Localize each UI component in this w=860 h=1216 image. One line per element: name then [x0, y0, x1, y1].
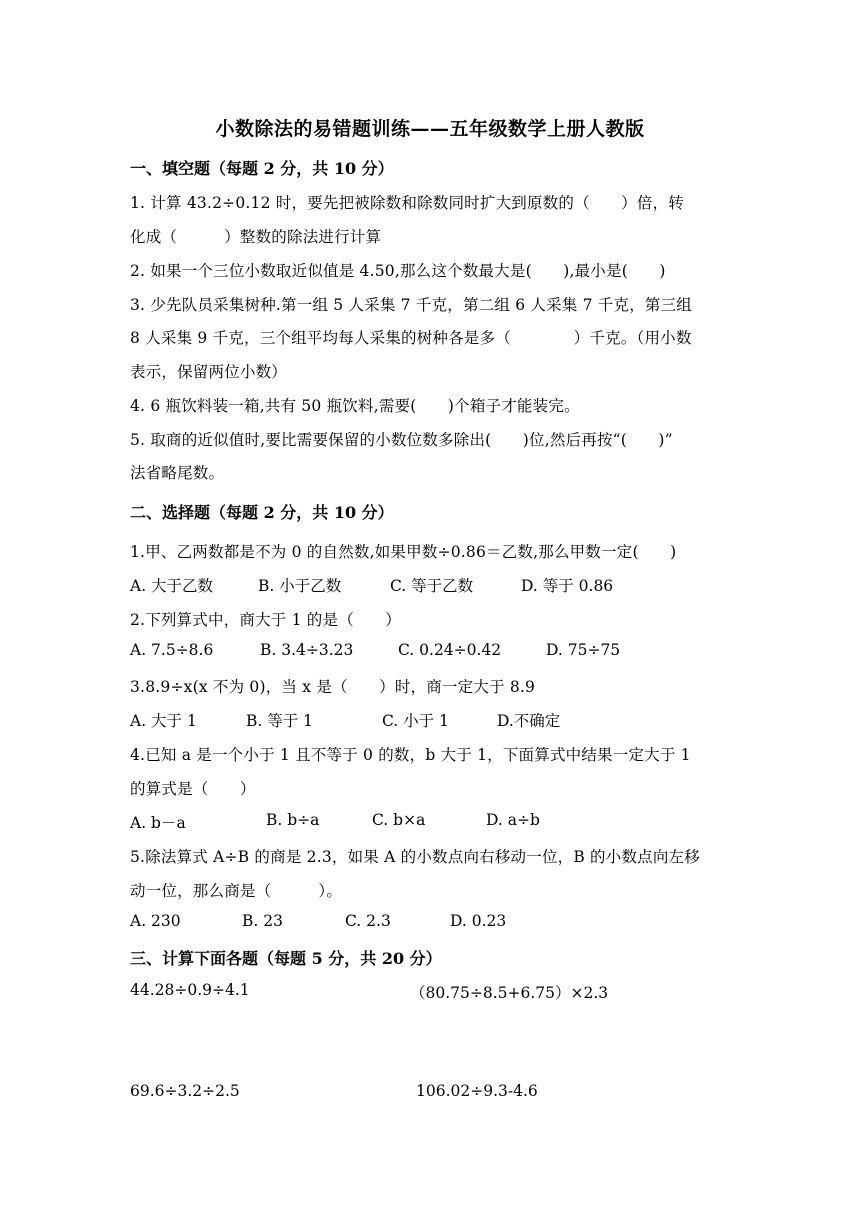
question-line: 化成（ ）整数的除法进行计算: [130, 228, 382, 246]
calculation-problem: 106.02÷9.3-4.6: [416, 1082, 538, 1100]
option-a: A. b－a: [130, 814, 186, 832]
question-line: 5.除法算式 A÷B 的商是 2.3，如果 A 的小数点向右移动一位，B 的小数点向左移: [130, 848, 700, 866]
question-line: 3. 少先队员采集树种.第一组 5 人采集 7 千克，第二组 6 人采集 7 千克，第三组: [130, 296, 693, 314]
calculation-problem: 69.6÷3.2÷2.5: [130, 1082, 240, 1100]
option-d: D.不确定: [497, 712, 561, 730]
question-line: 4.已知 a 是一个小于 1 且不等于 0 的数，b 大于 1，下面算式中结果一定大于 1: [130, 746, 691, 764]
option-b: B. 小于乙数: [258, 577, 342, 595]
option-d: D. 0.23: [450, 912, 507, 930]
section-heading-fill-in: 一、填空题（每题 2 分，共 10 分）: [130, 159, 394, 178]
section-heading-choice: 二、选择题（每题 2 分，共 10 分）: [130, 503, 394, 522]
option-a: A. 大于 1: [130, 712, 197, 730]
calculation-problem: （80.75÷8.5+6.75）×2.3: [410, 984, 609, 1002]
option-a: A. 230: [130, 912, 181, 930]
option-b: B. 3.4÷3.23: [260, 641, 354, 659]
option-c: C. 等于乙数: [390, 577, 474, 595]
option-c: C. 小于 1: [382, 712, 449, 730]
question-line: 4. 6 瓶饮料装一箱,共有 50 瓶饮料,需要( )个箱子才能装完。: [130, 397, 580, 415]
question-line: 1. 计算 43.2÷0.12 时，要先把被除数和除数同时扩大到原数的（ ）倍，转: [130, 194, 684, 212]
question-line: 1.甲、乙两数都是不为 0 的自然数,如果甲数÷0.86＝乙数,那么甲数一定( ): [130, 543, 677, 561]
option-a: A. 7.5÷8.6: [130, 641, 214, 659]
question-line: 的算式是（ ）: [130, 780, 256, 798]
question-line: 5. 取商的近似值时,要比需要保留的小数位数多除出( )位,然后再按“( )”: [130, 431, 673, 449]
question-line: 法省略尾数。: [130, 464, 225, 482]
option-c: C. 2.3: [345, 912, 391, 930]
option-c: C. 0.24÷0.42: [398, 641, 502, 659]
option-b: B. 等于 1: [246, 712, 314, 730]
document-title: 小数除法的易错题训练——五年级数学上册人教版: [215, 118, 645, 140]
question-line: 2. 如果一个三位小数取近似值是 4.50,那么这个数最大是( ),最小是( ): [130, 262, 666, 280]
question-line: 3.8.9÷x(x 不为 0)，当 x 是（ ）时，商一定大于 8.9: [130, 678, 536, 696]
calculation-problem: 44.28÷0.9÷4.1: [130, 981, 250, 999]
option-d: D. 75÷75: [546, 641, 621, 659]
option-a: A. 大于乙数: [130, 577, 214, 595]
section-heading-calculation: 三、计算下面各题（每题 5 分，共 20 分）: [130, 949, 442, 968]
option-b: B. b÷a: [266, 811, 320, 829]
option-b: B. 23: [242, 912, 283, 930]
question-line: 表示，保留两位小数）: [130, 363, 288, 381]
option-d: D. a÷b: [486, 811, 540, 829]
option-c: C. b×a: [372, 811, 426, 829]
question-line: 2.下列算式中，商大于 1 的是（ ）: [130, 611, 402, 629]
option-d: D. 等于 0.86: [521, 577, 614, 595]
question-line: 8 人采集 9 千克，三个组平均每人采集的树种各是多（ ）千克。（用小数: [130, 329, 692, 347]
question-line: 动一位，那么商是（ ）。: [130, 882, 343, 900]
